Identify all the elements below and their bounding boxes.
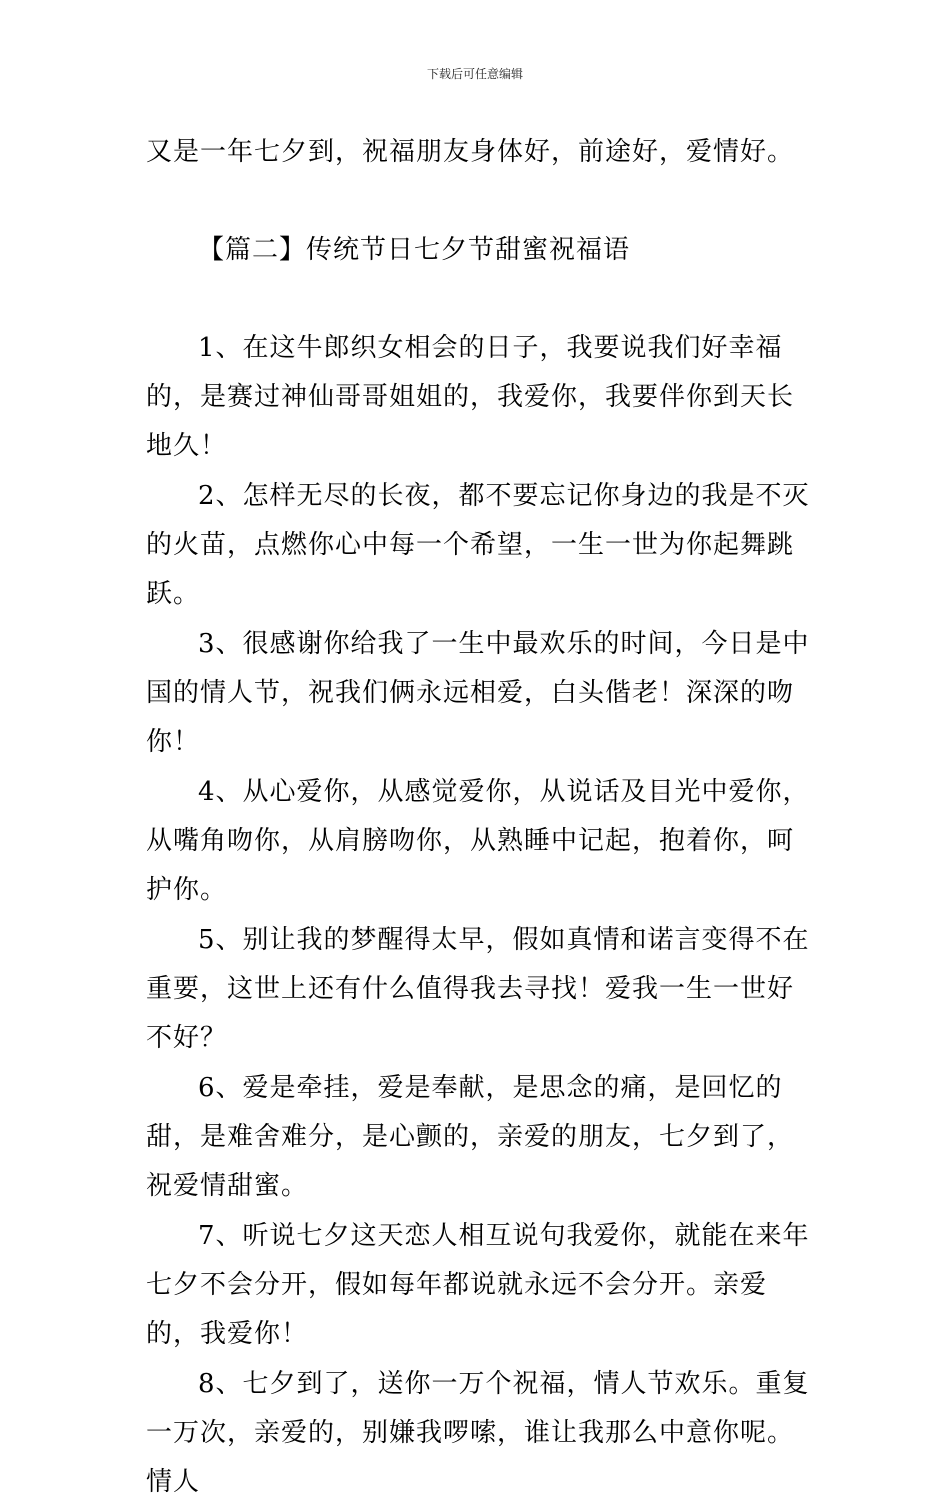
document-body <box>146 128 810 1507</box>
list-item: 1、在这牛郎织女相会的日子，我要说我们好幸福的，是赛过神仙哥哥姐姐的，我爱你，我要伴你到天长地久！ <box>146 333 795 461</box>
list-item: 8、七夕到了，送你一万个祝福，情人节欢乐。重复一万次，亲爱的，别嫌我啰嗦，谁让我那么中意你呢。情人 <box>146 1369 810 1497</box>
list-item: 6、爱是牵挂，爱是奉献，是思念的痛，是回忆的甜，是难舍难分，是心颤的，亲爱的朋友，七夕到了，祝爱情甜蜜。 <box>146 1073 795 1201</box>
list-item: 5、别让我的梦醒得太早，假如真情和诺言变得不在重要，这世上还有什么值得我去寻找！爱我一生一世好不好？ <box>146 925 810 1053</box>
section-title: 【篇二】传统节日七夕节甜蜜祝福语 <box>198 235 631 265</box>
lead-paragraph: 又是一年七夕到，祝福朋友身体好，前途好，爱情好。 <box>146 137 795 167</box>
list-item: 7、听说七夕这天恋人相互说句我爱你，就能在来年七夕不会分开，假如每年都说就永远不会分开。亲爱的，我爱你！ <box>146 1221 810 1349</box>
list-item: 4、从心爱你，从感觉爱你，从说话及目光中爱你，从嘴角吻你，从肩膀吻你，从熟睡中记起，抱着你，呵护你。 <box>146 777 810 905</box>
list-item: 2、怎样无尽的长夜，都不要忘记你身边的我是不灭的火苗，点燃你心中每一个希望，一生一世为你起舞跳跃。 <box>146 481 810 609</box>
page-header: 下载后可任意编辑 <box>426 67 523 81</box>
list-item: 3、很感谢你给我了一生中最欢乐的时间，今日是中国的情人节，祝我们俩永远相爱，白头偕老！深深的吻你！ <box>146 629 810 757</box>
